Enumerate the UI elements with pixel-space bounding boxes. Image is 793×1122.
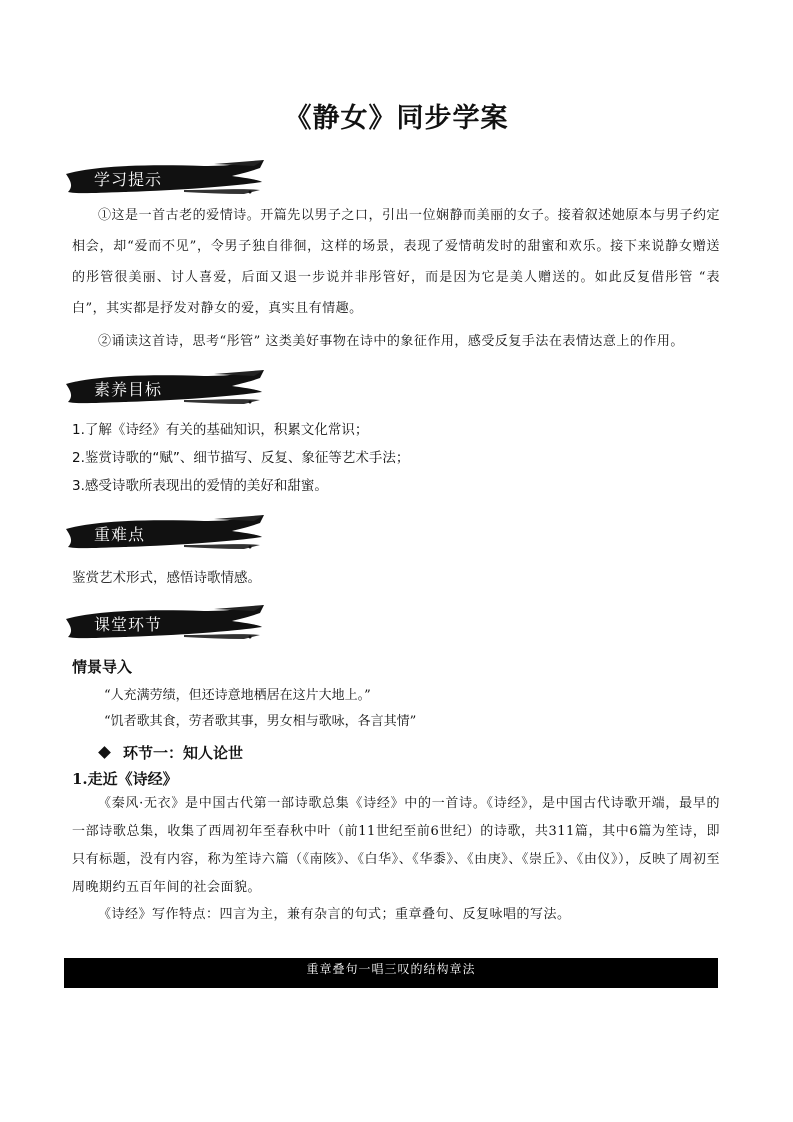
- section-header-label: 重难点: [94, 525, 146, 544]
- goal-item-1: 1.了解《诗经》有关的基础知识，积累文化常识；: [72, 422, 369, 438]
- goal-item-3: 3.感受诗歌所表现出的爱情的美好和甜蜜。: [72, 478, 328, 494]
- tips-paragraph-1: ①这是一首古老的爱情诗。开篇先以男子之口，引出一位娴静而美丽的女子。接着叙述她原本与男子约定相会，却“爱而不见”，令男子独自徘徊，这样的场景，表现了爱情萌发时的甜蜜和欢乐。接下来说静女赠送的彤管很美丽、讨人喜爱，后面又退一步说并非彤管好，而是因为它是美人赠送的。如此反复借彤管 “表白”，其实都是抒发对静女的爱，真实且有情趣。: [72, 208, 720, 316]
- section-bar: [64, 958, 718, 988]
- focus-text: 鉴赏艺术形式，感悟诗歌情感。: [72, 570, 261, 586]
- section-header-label: 素养目标: [94, 380, 163, 399]
- step-heading: [100, 742, 243, 763]
- quote-line-1: “人充满劳绩，但还诗意地栖居在这片大地上。”: [104, 688, 371, 703]
- sub-title: 1.走近《诗经》: [72, 770, 178, 788]
- document-title: 《静女》同步学案: [284, 103, 509, 134]
- section-header-class: [64, 605, 264, 641]
- section-header-label: 课堂环节: [94, 615, 163, 634]
- quote-line-2: “饥者歌其食，劳者歌其事，男女相与歌咏，各言其情”: [104, 714, 417, 729]
- step-title: 环节一：知人论世: [123, 744, 244, 762]
- shijing-paragraph-1: 《秦风·无衣》是中国古代第一部诗歌总集《诗经》中的一首诗。《诗经》，是中国古代诗歌开端，最早的一部诗歌总集，收集了西周初年至春秋中叶（前11世纪至前6世纪）的诗歌，共311篇，其中6篇为笙诗，即只有标题，没有内容，称为笙诗六篇（《南陔》、《白华》、《华黍》、《由庚》、《崇丘》、《由仪》），反映了周初至周晚期约五百年间的社会面貌。: [72, 796, 720, 895]
- shijing-paragraph-2: 《诗经》写作特点：四言为主，兼有杂言的句式；重章叠句、反复咏唱的写法。: [98, 907, 571, 922]
- section-header-focus: [64, 515, 264, 551]
- diamond-bullet-icon: [98, 746, 111, 759]
- section-header-tips: [64, 160, 264, 196]
- tips-paragraph-2: ②诵读这首诗，思考“彤管” 这类美好事物在诗中的象征作用，感受反复手法在表情达意上的作用。: [98, 334, 684, 349]
- goal-item-2: 2.鉴赏诗歌的“赋”、细节描写、反复、象征等艺术手法；: [72, 450, 410, 466]
- section-header-goals: [64, 370, 264, 406]
- section-header-label: 学习提示: [94, 170, 163, 189]
- section-bar-text: 重章叠句一唱三叹的结构章法: [306, 962, 476, 976]
- intro-title: 情景导入: [72, 658, 133, 676]
